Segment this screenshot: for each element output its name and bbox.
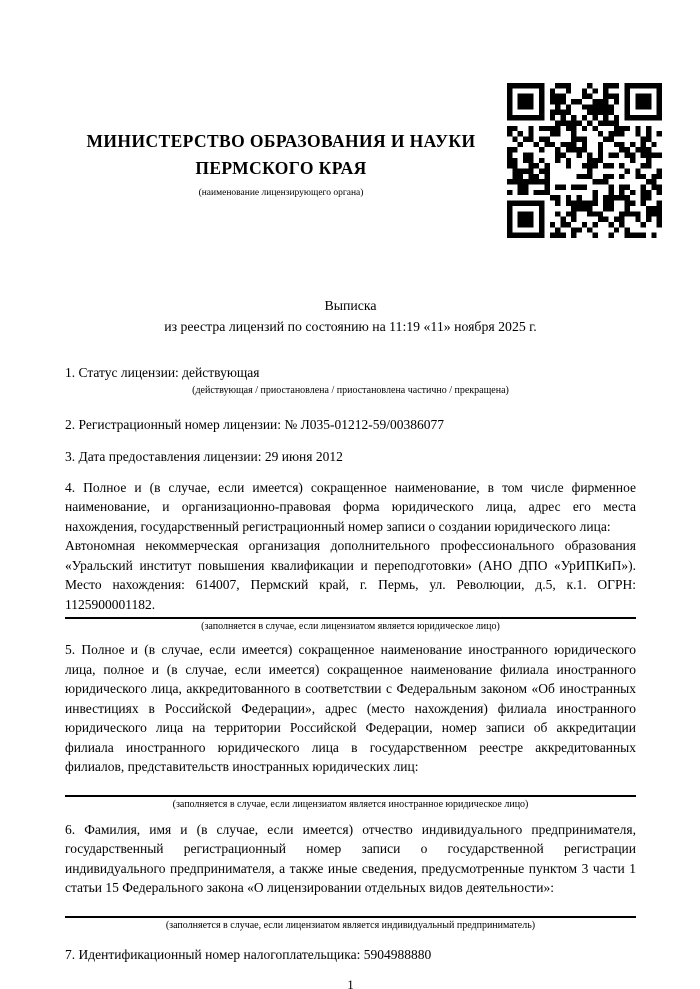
item-foreign-legal-entity bbox=[65, 640, 636, 811]
page-number: 1 bbox=[347, 977, 354, 989]
license-status-hint: (действующая / приостановлена / приостановлена частично / прекращена) bbox=[192, 384, 509, 396]
item-license-status bbox=[65, 363, 636, 397]
license-grant-date-text: 3. Дата предоставления лицензии: 29 июня 2012 bbox=[65, 449, 343, 464]
legal-entity-value: Автономная некоммерческая организация дополнительного профессионального образования «Уральский институт повышения квалификации и переподготовки» (АНО ДПО «УрИПКиП»). Место нахождения: 614007, Пермский край, г. Пермь, ул. Революции, д.5, к.1. ОГРН: 1125900001182. bbox=[65, 538, 636, 612]
document-subtitle: из реестра лицензий по состоянию на 11:19 «11» ноября 2025 г. bbox=[164, 319, 537, 334]
ministry-caption: (наименование лицензирующего органа) bbox=[198, 188, 364, 198]
license-status-text: 1. Статус лицензии: действующая bbox=[65, 365, 260, 380]
document-title: Выписка bbox=[324, 298, 377, 313]
legal-entity-question: 4. Полное и (в случае, если имеется) сокращенное наименование, в том числе фирменное наименование, и организационно-правовая форма юридического лица, адрес его места нахождения, государственный регистрационный номер записи о создании юридического лица: bbox=[65, 479, 636, 534]
individual-entrepreneur-hint: (заполняется в случае, если лицензиатом является индивидуальный предприниматель) bbox=[165, 919, 536, 931]
item-individual-entrepreneur bbox=[65, 820, 636, 932]
fill-in-rule bbox=[65, 617, 636, 619]
legal-entity-hint: (заполняется в случае, если лицензиатом является юридическое лицо) bbox=[201, 621, 500, 632]
item-legal-entity bbox=[65, 478, 636, 634]
individual-entrepreneur-question: 6. Фамилия, имя и (в случае, если имеется) отчество индивидуального предпринимателя, государственный регистрационный номер записи о государственной регистрации индивидуального предпринимателя, а также иные сведения, предусмотренные пунктом 3 части 1 статьи 15 Федерального закона «О лицензировании отдельных видов деятельности»: bbox=[65, 821, 636, 895]
item-taxpayer-number bbox=[65, 945, 636, 965]
empty-value-line bbox=[65, 898, 636, 904]
fill-in-rule bbox=[65, 795, 636, 797]
foreign-legal-entity-question: 5. Полное и (в случае, если имеется) сокращенное наименование иностранного юридического лица, полное и (в случае, если имеется) сокращенное наименование филиала иностранного юридического лица, аккредитованного в соответствии с Федеральным законом «Об иностранных инвестициях в Российской Федерации», адрес (место нахождения) филиала иностранного юридического лица на территории Российской Федерации, номер записи об аккредитации филиала иностранного юридического лица в государственном реестре аккредитованных филиалов, представительств иностранных юридических лиц: bbox=[65, 642, 636, 774]
qr-code-icon bbox=[507, 83, 662, 238]
fill-in-rule bbox=[65, 916, 636, 918]
empty-value-line bbox=[65, 777, 636, 783]
document-title-block bbox=[65, 295, 636, 337]
foreign-legal-entity-hint: (заполняется в случае, если лицензиатом является иностранное юридическое лицо) bbox=[172, 798, 529, 810]
ministry-name-line-1: МИНИСТЕРСТВО ОБРАЗОВАНИЯ И НАУКИ bbox=[86, 131, 476, 151]
ministry-name-line-2: ПЕРМСКОГО КРАЯ bbox=[195, 158, 367, 178]
registration-number-text: 2. Регистрационный номер лицензии: № Л035-01212-59/00386077 bbox=[65, 416, 445, 432]
item-license-grant-date bbox=[65, 447, 636, 467]
item-registration-number bbox=[65, 415, 636, 435]
taxpayer-number-text: 7. Идентификационный номер налогоплательщика: 5904988880 bbox=[65, 946, 432, 962]
ministry-header bbox=[65, 128, 497, 199]
